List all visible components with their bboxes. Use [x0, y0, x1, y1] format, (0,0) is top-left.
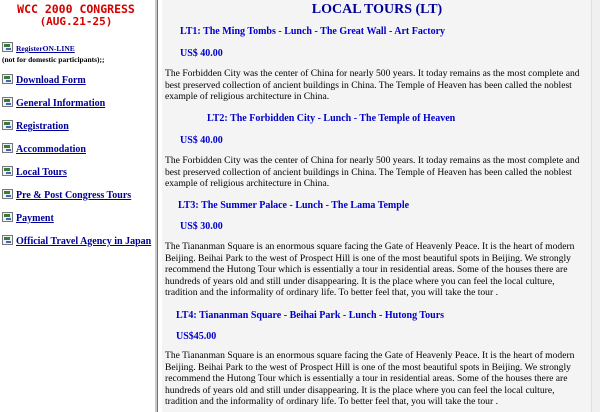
tour-description-lt1: The Forbidden City was the center of China for nearly 500 years. It today remains as the most complete and best preserved collection of ancient buildings in China. The Temple of Heaven has been called the noblest example of religious architecture in China.	[165, 68, 580, 103]
tour-title-lt3: LT3: The Summer Palace - Lunch - The Lama Temple	[178, 200, 410, 211]
document-icon	[2, 74, 13, 84]
general-information-link[interactable]: General Information	[16, 98, 106, 109]
document-icon	[2, 212, 13, 222]
sidebar-item-registration[interactable]	[2, 120, 69, 132]
main-content	[162, 0, 592, 412]
sidebar-item-payment[interactable]	[2, 212, 54, 224]
document-icon	[2, 120, 13, 130]
sidebar-item-general-information[interactable]	[2, 97, 105, 109]
sidebar-item-travel-agency[interactable]	[2, 235, 151, 247]
tour-description-lt3: The Tiananman Square is an enormous square facing the Gate of Heavenly Peace. It is the heart of modern Beijing. Beihai Park to the west of Prospect Hill is one of the most beautiful spots in Beijing. We strongly recommend the Hutong Tour which is essentially a tour in residential areas. Some of the houses there are hundreds of years old and still under disappearing. It is the place where you can feel the local culture, tradition and the informality of ordinary life. To better feel that, you will take the tour .	[165, 241, 575, 299]
tour-title-lt1: LT1: The Ming Tombs - Lunch - The Great Wall - Art Factory	[180, 26, 446, 37]
tour-description-lt2: The Forbidden City was the center of China for nearly 500 years. It today remains as the most complete and best preserved collection of ancient buildings in China. The Temple of Heaven has been called the noblest example of religious architecture in China.	[165, 155, 580, 190]
sidebar	[0, 0, 158, 412]
document-icon	[2, 97, 13, 107]
tour-title-lt2: LT2: The Forbidden City - Lunch - The Temple of Heaven	[207, 113, 456, 124]
tour-description-lt4: The Tiananman Square is an enormous square facing the Gate of Heavenly Peace. It is the heart of modern Beijing. Beihai Park to the west of Prospect Hill is one of the most beautiful spots in Beijing. We strongly recommend the Hutong Tour which is essentially a tour in residential areas. Some of the houses there are hundreds of years old and still under disappearing. It is the place where you can feel the local culture, tradition and the informality of ordinary life. To better feel that, you will take the tour .	[165, 350, 575, 408]
sidebar-item-accommodation[interactable]	[2, 143, 86, 155]
local-tours-link[interactable]: Local Tours	[16, 167, 67, 178]
tour-price-lt3: US$ 30.00	[180, 221, 223, 232]
congress-logo-dates: (AUG.21-25)	[39, 15, 113, 28]
payment-link[interactable]: Payment	[16, 213, 54, 224]
download-form-link[interactable]: Download Form	[16, 75, 86, 86]
tour-title-lt4: LT4: Tiananman Square - Beihai Park - Lunch - Hutong Tours	[176, 310, 445, 321]
vertical-scrollbar[interactable]	[591, 0, 600, 412]
sidebar-item-pre-post-tours[interactable]	[2, 189, 131, 201]
sidebar-item-download-form[interactable]	[2, 74, 86, 86]
pre-post-tours-link[interactable]: Pre & Post Congress Tours	[16, 190, 132, 201]
document-icon	[2, 235, 13, 245]
tour-price-lt2: US$ 40.00	[180, 135, 223, 146]
document-icon	[2, 166, 13, 176]
document-icon	[2, 143, 13, 153]
register-online-link[interactable]: RegisterON-LINE	[16, 44, 75, 53]
register-note: (not for domestic participants);;	[2, 55, 105, 64]
congress-logo-title: WCC 2000 CONGRESS	[17, 2, 135, 16]
registration-link[interactable]: Registration	[16, 121, 69, 132]
accommodation-link[interactable]: Accommodation	[16, 144, 86, 155]
page-title: LOCAL TOURS (LT)	[311, 2, 443, 17]
tour-price-lt1: US$ 40.00	[180, 48, 223, 59]
travel-agency-link[interactable]: Official Travel Agency in Japan	[16, 236, 152, 247]
document-icon	[2, 42, 13, 52]
tour-price-lt4: US$45.00	[176, 331, 217, 342]
document-icon	[2, 189, 13, 199]
sidebar-item-local-tours[interactable]	[2, 166, 67, 178]
sidebar-item-register-online[interactable]	[2, 42, 75, 53]
